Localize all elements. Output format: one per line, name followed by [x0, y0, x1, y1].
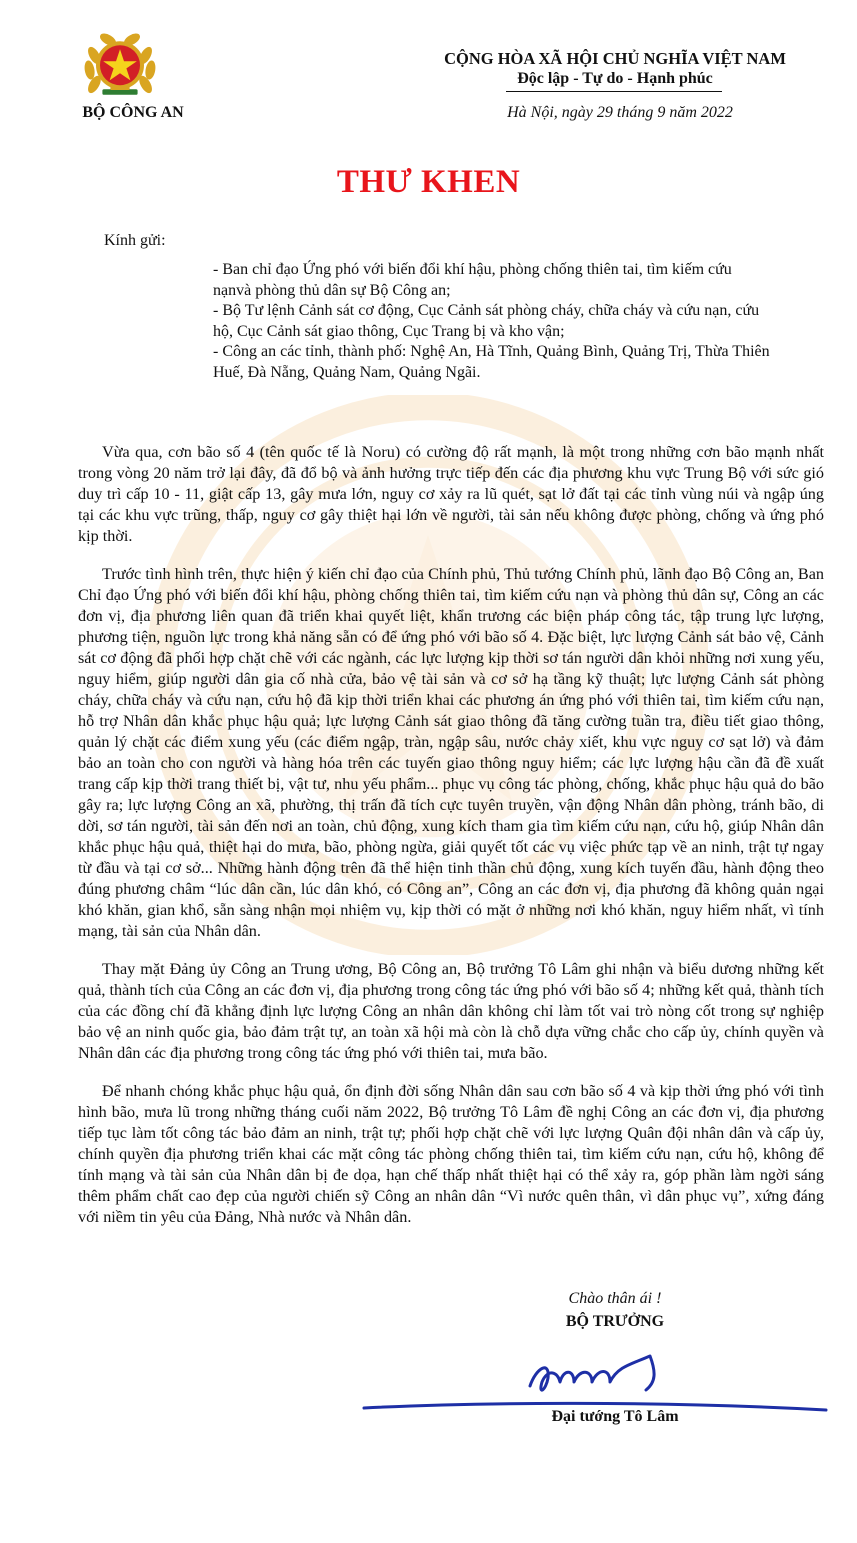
nation-name: CỘNG HÒA XÃ HỘI CHỦ NGHĨA VIỆT NAM: [444, 49, 786, 68]
document-title: THƯ KHEN: [336, 164, 521, 200]
signer-role: BỘ TRƯỞNG: [565, 1313, 665, 1330]
handwritten-signature: [360, 1338, 830, 1418]
body-paragraph: Thay mặt Đảng ủy Công an Trung ương, Bộ Công an, Bộ trưởng Tô Lâm ghi nhận và biểu dương những kết quả, thành tích của Công an các đơn vị, địa phương trong công tác ứng phó với bão số 4; những kết quả, thành tích của các đồng chí đã khẳng định lực lượng Công an nhân dân không chỉ làm tốt vai trò nòng cốt trong sự nghiệp bảo vệ an ninh quốc gia, bảo đảm trật tự, an toàn xã hội mà còn là chỗ dựa vững chắc cho cấp ủy, chính quyền và Nhân dân các địa phương trong công tác ứng phó với thiên tai, mưa bão.: [78, 960, 824, 1062]
recipient-item: - Bộ Tư lệnh Cảnh sát cơ động, Cục Cảnh sát phòng cháy, chữa cháy và cứu nạn, cứu hộ, Cục Cảnh sát giao thông, Cục Trang bị và kho vận;: [213, 302, 760, 340]
body-paragraph: Trước tình hình trên, thực hiện ý kiến chỉ đạo của Chính phủ, Thủ tướng Chính phủ, lãnh đạo Bộ Công an, Ban Chỉ đạo Ứng phó với biến đổi khí hậu, phòng chống thiên tai, tìm kiếm cứu nạn và phòng thủ dân sự, Công an các đơn vị, địa phương liên quan đã triển khai quyết liệt, khẩn trương các biện pháp công tác, tập trung lực lượng, phương tiện, nguồn lực trong khả năng sẵn có để ứng phó với bão số 4. Đặc biệt, lực lượng Cảnh sát bảo vệ, Cảnh sát cơ động đã phối hợp chặt chẽ với các ngành, các lực lượng kịp thời sơ tán người dân khỏi những nơi xung yếu, nguy hiểm, giúp người dân gia cố nhà cửa, bảo vệ tài sản và cơ sở hạ tầng kỹ thuật; lực lượng Cảnh sát phòng cháy, chữa cháy và cứu nạn, cứu hộ đã kịp thời triển khai các phương án ứng phó với thiên tai, tìm kiếm cứu nạn, hỗ trợ Nhân dân khắc phục hậu quả; lực lượng Cảnh sát giao thông đã tăng cường tuần tra, điều tiết giao thông, quản lý chặt các điểm xung yếu (các điểm ngập, tràn, ngập sâu, nước chảy xiết, khu vực nguy cơ sạt lở) và đảm bảo an toàn cho con người và hàng hóa trên các tuyến giao thông nguy hiểm; các lực lượng hậu cần đã đề xuất trang cấp kịp thời trang thiết bị, vật tư, nhu yếu phẩm... phục vụ công tác phòng, chống, khắc phục hậu quả do bão gây ra; lực lượng Công an xã, phường, thị trấn đã tích cực tuyên truyền, vận động Nhân dân phòng, tránh bão, di dời, sơ tán người, tài sản đến nơi an toàn, chủ động, xung kích tham gia tìm kiếm cứu nạn, cứu hộ, giúp Nhân dân khắc phục hậu quả, thiệt hại do mưa, bão, phòng ngừa, giải quyết tốt các vụ việc phức tạp về an ninh, trật tự ngay từ đầu và tại cơ sở... Những hành động trên đã thể hiện tinh thần chủ động, xung kích tuyến đầu, hành động theo đúng phương châm “lúc dân cần, lúc dân khó, có Công an”, Công an các đơn vị, địa phương đã không quản ngại khó khăn, gian khổ, sẵn sàng nhận mọi nhiệm vụ, kịp thời có mặt ở những nơi khó khăn, nguy hiểm nhất, vì tính mạng, tài sản của Nhân dân.: [78, 565, 824, 940]
signer-name: Đại tướng Tô Lâm: [551, 1408, 679, 1425]
recipient-item: - Công an các tỉnh, thành phố: Nghệ An, Hà Tĩnh, Quảng Bình, Quảng Trị, Thừa Thiên Huế, Đà Nẵng, Quảng Nam, Quảng Ngãi.: [213, 343, 770, 381]
closing-greeting: Chào thân ái !: [568, 1290, 662, 1307]
recipient-item: - Ban chỉ đạo Ứng phó với biến đổi khí hậu, phòng chống thiên tai, tìm kiếm cứu nạnvà phòng thủ dân sự Bộ Công an;: [213, 261, 732, 299]
salutation: Kính gửi:: [104, 232, 166, 249]
document-date: Hà Nội, ngày 29 tháng 9 năm 2022: [507, 104, 733, 121]
ministry-emblem-icon: [80, 22, 160, 102]
recipient-list: [213, 260, 773, 383]
national-motto: Độc lập - Tự do - Hạnh phúc: [517, 70, 713, 87]
body-paragraph: Để nhanh chóng khắc phục hậu quả, ổn định đời sống Nhân dân sau cơn bão số 4 và kịp thời ứng phó với tình hình bão, mưa lũ trong những tháng cuối năm 2022, Bộ trưởng Tô Lâm đề nghị Công an các đơn vị, địa phương tiếp tục làm tốt công tác bảo đảm an ninh, trật tự; phối hợp chặt chẽ với lực lượng Quân đội nhân dân và cấp ủy, chính quyền địa phương triển khai các mặt công tác phòng chống thiên tai, tìm kiếm cứu nạn, cứu hộ, không để tính mạng và tài sản của Nhân dân bị đe dọa, hạn chế thấp nhất thiệt hại có thể xảy ra, góp phần làm ngời sáng thêm phẩm chất cao đẹp của người chiến sỹ Công an nhân dân “Vì nước quên thân, vì dân phục vụ”, xứng đáng với niềm tin yêu của Đảng, Nhà nước và Nhân dân.: [78, 1082, 824, 1226]
motto-underline: [506, 91, 722, 92]
body-paragraph: Vừa qua, cơn bão số 4 (tên quốc tế là Noru) có cường độ rất mạnh, là một trong những cơn bão mạnh nhất trong vòng 20 năm trở lại đây, đã đổ bộ và ảnh hưởng trực tiếp đến các địa phương khu vực Trung Bộ với sức gió duy trì cấp 10 - 11, giật cấp 13, gây mưa lớn, nguy cơ xảy ra lũ quét, sạt lở đất tại các tỉnh vùng núi và ngập úng tại các khu vực trũng, thấp, nguy cơ gây thiệt hại lớn về người, tài sản nếu không được phòng, chống và ứng phó kịp thời.: [78, 443, 824, 545]
organization-name: BỘ CÔNG AN: [82, 104, 184, 121]
letter-body: [78, 442, 824, 1245]
